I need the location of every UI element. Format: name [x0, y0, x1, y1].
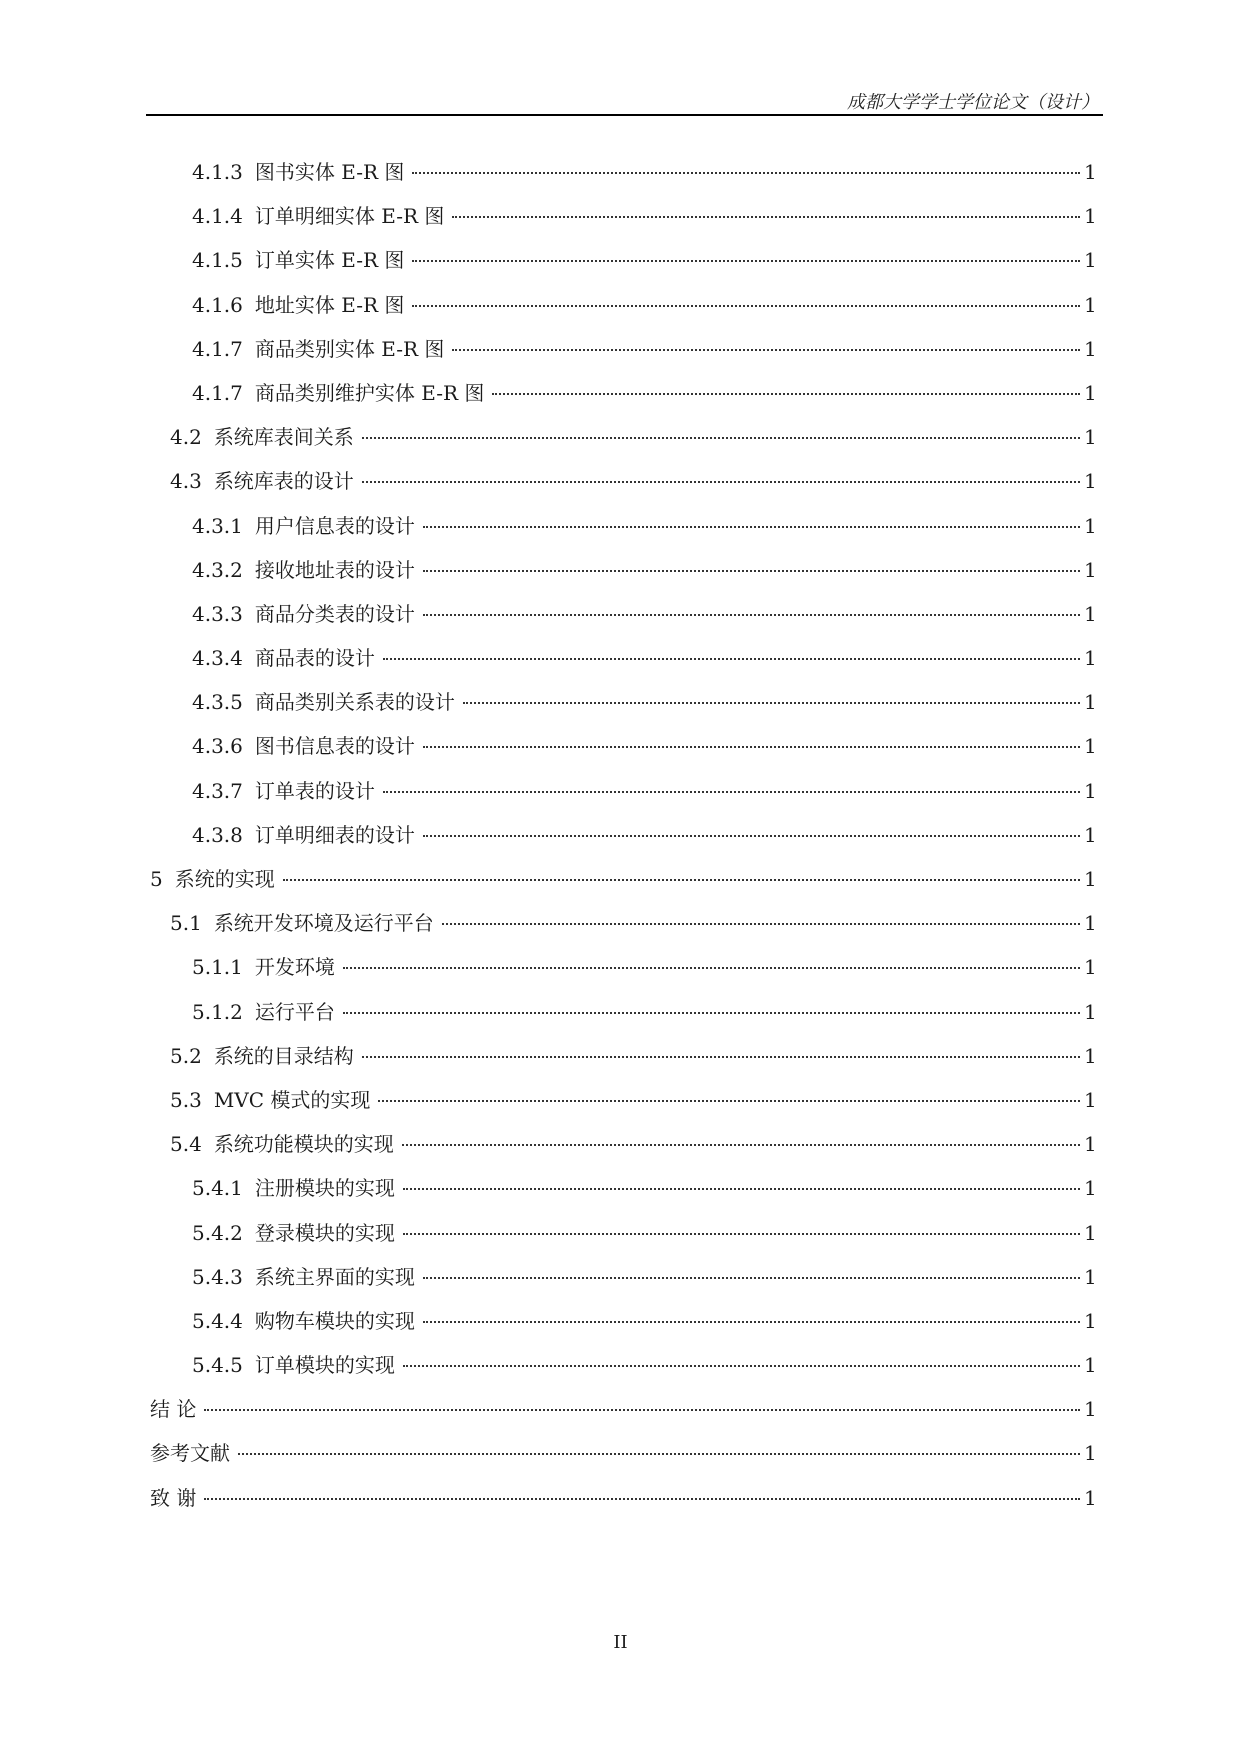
toc-entry-title: 地址实体 E-R 图 [254, 292, 405, 317]
toc-entry[interactable] [146, 951, 1096, 995]
toc-entry-title: 商品类别实体 E-R 图 [254, 336, 445, 361]
toc-entry-page: 1 [1084, 778, 1097, 803]
toc-entry-number: 4.1.5 [192, 248, 243, 273]
toc-entry[interactable] [146, 863, 1096, 907]
toc-entry[interactable] [146, 156, 1096, 200]
toc-entry[interactable] [146, 1349, 1096, 1393]
toc-entry-title: 商品表的设计 [254, 646, 375, 671]
toc-entry-number: 5.2 [170, 1043, 202, 1068]
toc-entry-number: 4.1.7 [192, 380, 243, 405]
toc-entry-title: 参考文献 [150, 1441, 230, 1466]
toc-entry[interactable] [146, 244, 1096, 288]
toc-entry-title: 商品类别维护实体 E-R 图 [254, 380, 485, 405]
toc-entry-number: 5 [150, 867, 163, 891]
toc-entry-number: 4.1.6 [192, 292, 243, 317]
toc-entry-number: 5.1 [170, 911, 202, 936]
toc-entry-title: MVC 模式的实现 [213, 1087, 371, 1112]
toc-entry-title: 接收地址表的设计 [254, 557, 415, 582]
toc-dot-leader [343, 967, 1080, 969]
toc-entry-page: 1 [1084, 601, 1097, 626]
toc-dot-leader [383, 658, 1080, 660]
toc-entry[interactable] [146, 1040, 1096, 1084]
toc-entry[interactable] [146, 377, 1096, 421]
toc-entry-title: 系统库表的设计 [213, 469, 354, 494]
toc-entry-page: 1 [1084, 822, 1097, 847]
toc-entry-title: 系统的目录结构 [213, 1043, 354, 1068]
toc-entry-page: 1 [1084, 557, 1097, 582]
toc-entry[interactable] [146, 819, 1096, 863]
toc-entry-page: 1 [1084, 425, 1097, 450]
toc-entry-page: 1 [1084, 160, 1097, 184]
toc-dot-leader [412, 305, 1080, 307]
toc-entry-page: 1 [1084, 911, 1097, 936]
toc-entry-page: 1 [1084, 336, 1097, 361]
toc-entry-title: 商品类别关系表的设计 [254, 690, 455, 715]
toc-entry-number: 4.3.2 [192, 557, 243, 582]
toc-dot-leader [442, 923, 1080, 925]
toc-entry[interactable] [146, 1084, 1096, 1128]
toc-entry-title: 订单明细表的设计 [254, 822, 415, 847]
toc-dot-leader [423, 614, 1080, 616]
toc-entry-title: 系统开发环境及运行平台 [213, 911, 434, 936]
header-title: 成都大学学士学位论文（设计） [847, 92, 1099, 113]
toc-dot-leader [452, 216, 1080, 218]
toc-entry-title: 订单模块的实现 [254, 1353, 395, 1378]
toc-dot-leader [402, 1144, 1080, 1146]
toc-dot-leader [403, 1365, 1080, 1367]
toc-entry-title: 订单明细实体 E-R 图 [254, 204, 445, 229]
toc-entry-title: 注册模块的实现 [254, 1176, 395, 1201]
toc-entry-title: 商品分类表的设计 [254, 601, 415, 626]
toc-dot-leader [423, 570, 1080, 572]
toc-entry[interactable] [146, 1437, 1096, 1481]
toc-entry-number: 4.3.1 [192, 513, 243, 538]
toc-entry-page: 1 [1084, 1264, 1097, 1289]
toc-entry-page: 1 [1084, 1485, 1097, 1510]
toc-dot-leader [283, 879, 1080, 881]
toc-entry[interactable] [146, 1482, 1096, 1526]
toc-entry[interactable] [146, 465, 1096, 509]
toc-entry-title: 系统功能模块的实现 [213, 1132, 394, 1157]
toc-entry-page: 1 [1084, 690, 1097, 715]
toc-entry-number: 4.3.8 [192, 822, 243, 847]
toc-dot-leader [423, 1321, 1080, 1323]
toc-entry-number: 5.1.1 [192, 955, 243, 980]
toc-entry-title: 订单实体 E-R 图 [254, 248, 405, 273]
toc-entry-number: 5.4.4 [192, 1308, 243, 1333]
toc-entry-number: 5.4.2 [192, 1220, 243, 1245]
toc-dot-leader [423, 526, 1080, 528]
toc-entry-page: 1 [1084, 1441, 1097, 1466]
toc-entry-page: 1 [1084, 646, 1097, 671]
toc-entry[interactable] [146, 421, 1096, 465]
toc-dot-leader [362, 481, 1080, 483]
toc-dot-leader [204, 1498, 1080, 1500]
toc-dot-leader [412, 260, 1080, 262]
toc-dot-leader [403, 1233, 1080, 1235]
toc-dot-leader [362, 1056, 1080, 1058]
toc-entry[interactable] [146, 1217, 1096, 1261]
toc-entry-page: 1 [1084, 1176, 1097, 1201]
toc-entry[interactable] [146, 996, 1096, 1040]
toc-entry-number: 4.1.7 [192, 336, 243, 361]
table-of-contents [146, 156, 1096, 1526]
toc-dot-leader [403, 1188, 1080, 1190]
toc-entry-page: 1 [1084, 867, 1097, 891]
toc-entry-number: 4.1.4 [192, 204, 243, 229]
toc-entry-title: 订单表的设计 [254, 778, 375, 803]
toc-entry-page: 1 [1084, 248, 1097, 273]
toc-entry-number: 4.3.5 [192, 690, 243, 715]
toc-dot-leader [463, 702, 1080, 704]
toc-entry-number: 4.1.3 [192, 160, 243, 184]
toc-entry[interactable] [146, 1261, 1096, 1305]
toc-dot-leader [423, 746, 1080, 748]
toc-entry[interactable] [146, 200, 1096, 244]
toc-entry-title: 系统主界面的实现 [254, 1264, 415, 1289]
toc-entry-page: 1 [1084, 1132, 1097, 1157]
toc-entry[interactable] [146, 686, 1096, 730]
toc-entry-page: 1 [1084, 955, 1097, 980]
toc-entry-page: 1 [1084, 1087, 1097, 1112]
toc-entry-title: 结 论 [150, 1397, 197, 1422]
toc-entry[interactable] [146, 510, 1096, 554]
toc-entry-page: 1 [1084, 292, 1097, 317]
toc-dot-leader [204, 1409, 1080, 1411]
toc-entry[interactable] [146, 775, 1096, 819]
toc-entry-number: 5.4 [170, 1132, 202, 1157]
toc-entry-title: 用户信息表的设计 [254, 513, 415, 538]
toc-entry[interactable] [146, 907, 1096, 951]
toc-entry-title: 系统的实现 [174, 867, 275, 891]
toc-entry-number: 5.4.3 [192, 1264, 243, 1289]
toc-entry[interactable] [146, 554, 1096, 598]
toc-entry-title: 运行平台 [254, 999, 335, 1024]
toc-entry-page: 1 [1084, 380, 1097, 405]
toc-entry[interactable] [146, 598, 1096, 642]
toc-entry-title: 图书信息表的设计 [254, 734, 415, 759]
toc-dot-leader [238, 1453, 1080, 1455]
toc-entry-page: 1 [1084, 1220, 1097, 1245]
toc-entry[interactable] [146, 642, 1096, 686]
toc-entry-title: 系统库表间关系 [213, 425, 354, 450]
toc-entry-title: 登录模块的实现 [254, 1220, 395, 1245]
toc-entry-number: 4.3.4 [192, 646, 243, 671]
toc-entry-page: 1 [1084, 469, 1097, 494]
toc-entry-page: 1 [1084, 1308, 1097, 1333]
toc-entry-page: 1 [1084, 204, 1097, 229]
toc-entry[interactable] [146, 289, 1096, 333]
toc-entry-page: 1 [1084, 734, 1097, 759]
toc-entry-page: 1 [1084, 513, 1097, 538]
toc-entry[interactable] [146, 333, 1096, 377]
toc-entry-number: 5.4.5 [192, 1353, 243, 1378]
toc-entry[interactable] [146, 1305, 1096, 1349]
toc-entry[interactable] [146, 1393, 1096, 1437]
toc-dot-leader [452, 349, 1080, 351]
toc-entry-page: 1 [1084, 1397, 1097, 1422]
toc-entry-page: 1 [1084, 1353, 1097, 1378]
toc-entry-number: 4.3.7 [192, 778, 243, 803]
toc-dot-leader [378, 1100, 1080, 1102]
page-number: II [613, 1632, 628, 1653]
toc-dot-leader [343, 1012, 1080, 1014]
toc-entry-title: 开发环境 [254, 955, 335, 980]
toc-entry-number: 5.3 [170, 1087, 202, 1112]
toc-entry-number: 4.3 [170, 469, 202, 494]
toc-dot-leader [423, 835, 1080, 837]
toc-dot-leader [423, 1277, 1080, 1279]
toc-entry-number: 5.4.1 [192, 1176, 243, 1201]
toc-dot-leader [362, 437, 1080, 439]
toc-entry-number: 5.1.2 [192, 999, 243, 1024]
toc-entry[interactable] [146, 1128, 1096, 1172]
toc-entry-title: 购物车模块的实现 [254, 1308, 415, 1333]
toc-entry[interactable] [146, 1172, 1096, 1216]
toc-entry-number: 4.2 [170, 425, 202, 450]
toc-entry-number: 4.3.3 [192, 601, 243, 626]
toc-entry-page: 1 [1084, 1043, 1097, 1068]
page-header [146, 84, 1103, 116]
toc-entry-title: 致 谢 [150, 1485, 197, 1510]
toc-dot-leader [412, 172, 1080, 174]
toc-dot-leader [383, 791, 1080, 793]
toc-entry-title: 图书实体 E-R 图 [254, 160, 405, 184]
toc-entry-page: 1 [1084, 999, 1097, 1024]
toc-entry-number: 4.3.6 [192, 734, 243, 759]
toc-dot-leader [492, 393, 1080, 395]
toc-entry[interactable] [146, 730, 1096, 774]
